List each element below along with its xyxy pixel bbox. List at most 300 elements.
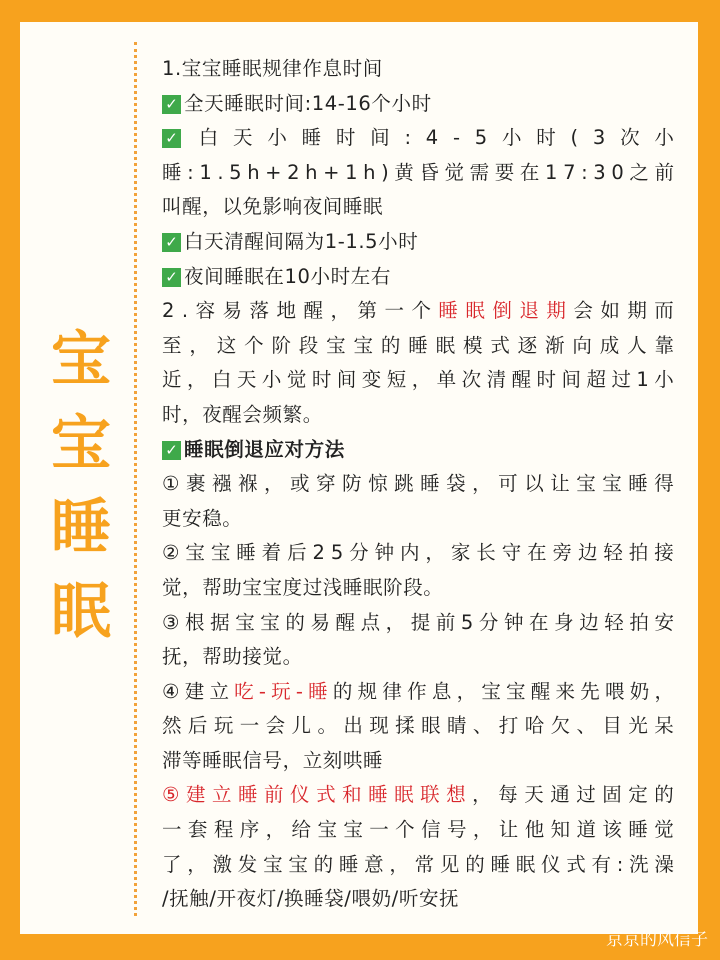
text-char: 着 bbox=[261, 541, 282, 565]
text-char: 宝 bbox=[235, 610, 255, 634]
text-char: 仪 bbox=[540, 852, 561, 876]
text-char: 5 bbox=[330, 541, 344, 565]
text-char: 想 bbox=[446, 783, 466, 807]
text-char: ， bbox=[425, 541, 445, 565]
text-line bbox=[162, 536, 674, 571]
text-char: 该 bbox=[602, 818, 622, 842]
text-char: 会 bbox=[573, 299, 593, 323]
text-line bbox=[162, 467, 674, 502]
text-char: 和 bbox=[342, 783, 362, 807]
text-char: 渐 bbox=[545, 333, 565, 357]
text-char: 、 bbox=[576, 714, 597, 738]
text-char: 宝 bbox=[263, 852, 283, 876]
text-char: 白 bbox=[211, 368, 232, 392]
text-char: 次 bbox=[620, 126, 640, 150]
vertical-title bbox=[48, 318, 114, 654]
text-char: + bbox=[265, 160, 282, 184]
text-char: 次 bbox=[461, 368, 482, 392]
text-char: 穿 bbox=[316, 472, 336, 496]
text-char: 睡 bbox=[338, 852, 359, 876]
text-char: 时 bbox=[311, 368, 332, 392]
text-line bbox=[162, 606, 674, 641]
text-char: 让 bbox=[498, 818, 519, 842]
check-icon: ✓ bbox=[162, 441, 181, 460]
text-char: 易 bbox=[222, 299, 243, 323]
text-char: 而 bbox=[654, 299, 674, 323]
text-line bbox=[162, 121, 674, 156]
text-char: 模 bbox=[462, 333, 483, 357]
text-line bbox=[162, 709, 674, 744]
text-char: 眠 bbox=[465, 299, 485, 323]
text-char: 。 bbox=[317, 714, 337, 738]
text-char: 在 bbox=[527, 541, 547, 565]
text-char: 清 bbox=[486, 368, 507, 392]
text-line bbox=[162, 744, 674, 779]
text-segment: 时，夜醒会频繁。 bbox=[162, 402, 323, 426]
text-char: 出 bbox=[343, 714, 363, 738]
text-char: 间 bbox=[561, 368, 582, 392]
text-line bbox=[162, 52, 674, 87]
text-char: ) bbox=[381, 160, 389, 184]
text-line bbox=[162, 640, 674, 675]
text-char: 仪 bbox=[290, 783, 310, 807]
text-char: 小 bbox=[654, 368, 674, 392]
text-char: 了 bbox=[162, 852, 182, 876]
text-char: 间 bbox=[336, 368, 357, 392]
text-char: 时 bbox=[536, 368, 557, 392]
text-char: ， bbox=[186, 368, 207, 392]
text-char: 宝 bbox=[260, 610, 280, 634]
text-char: 睡 bbox=[420, 472, 440, 496]
text-line bbox=[162, 225, 674, 260]
text-char: 接 bbox=[654, 541, 674, 565]
text-char: 睡 bbox=[308, 679, 328, 703]
text-char: 然 bbox=[162, 714, 182, 738]
text-char: 的 bbox=[380, 333, 401, 357]
text-char: 立 bbox=[209, 679, 229, 703]
watermark: 京京的风信子 bbox=[606, 930, 708, 950]
text-char: 常 bbox=[414, 852, 435, 876]
text-char: 2 bbox=[312, 541, 325, 565]
text-char: 边 bbox=[577, 541, 598, 565]
text-char: ， bbox=[264, 472, 284, 496]
dotted-divider bbox=[134, 42, 137, 916]
title-char: 睡 bbox=[51, 493, 111, 563]
text-char: ， bbox=[411, 368, 432, 392]
text-char: 钟 bbox=[374, 541, 395, 565]
text-char: 分 bbox=[478, 610, 499, 634]
text-char: 玩 bbox=[271, 679, 291, 703]
text-segment: 抚，帮助接觉。 bbox=[162, 645, 303, 669]
text-line bbox=[162, 156, 674, 191]
text-char: 0 bbox=[611, 160, 624, 184]
text-segment: 1.宝宝睡眠规律作息时间 bbox=[162, 57, 383, 80]
text-char: 建 bbox=[185, 783, 206, 807]
text-char: 律 bbox=[382, 679, 402, 703]
text-line bbox=[162, 813, 674, 848]
text-char: - bbox=[295, 679, 303, 703]
check-icon: ✓ bbox=[162, 95, 181, 114]
text-char: 宝 bbox=[185, 541, 205, 565]
text-char: 安 bbox=[654, 610, 674, 634]
text-char: 4 bbox=[425, 126, 439, 150]
text-char: 欠 bbox=[550, 714, 571, 738]
text-char: ， bbox=[385, 610, 406, 634]
text-char: h bbox=[305, 160, 318, 184]
text-char: 段 bbox=[298, 333, 319, 357]
text-char: 拍 bbox=[629, 610, 649, 634]
text-char: 个 bbox=[411, 299, 431, 323]
text-char: 如 bbox=[600, 299, 620, 323]
text-char: 息 bbox=[431, 679, 452, 703]
text-char: 5 bbox=[474, 126, 488, 150]
text-char: 超 bbox=[586, 368, 606, 392]
text-char: 号 bbox=[446, 818, 467, 842]
text-char: 后 bbox=[287, 541, 307, 565]
text-char: : bbox=[581, 160, 588, 184]
text-line bbox=[162, 87, 674, 122]
check-icon: ✓ bbox=[162, 129, 181, 148]
text-char: ， bbox=[189, 333, 209, 357]
text-line bbox=[162, 571, 674, 606]
text-char: 阶 bbox=[271, 333, 291, 357]
text-char: 防 bbox=[342, 472, 362, 496]
text-char: 醒 bbox=[335, 610, 356, 634]
text-char: 目 bbox=[602, 714, 622, 738]
text-char: 天 bbox=[236, 368, 257, 392]
text-line bbox=[162, 398, 674, 433]
text-char: 或 bbox=[290, 472, 310, 496]
text-char: ， bbox=[472, 818, 493, 842]
text-char: 期 bbox=[546, 299, 566, 323]
text-char: 宝 bbox=[576, 472, 596, 496]
text-char: 觉 bbox=[444, 160, 465, 184]
text-char: 建 bbox=[184, 679, 205, 703]
text-char: ③ bbox=[162, 610, 180, 634]
text-char: 定 bbox=[628, 783, 648, 807]
text-char: 的 bbox=[654, 783, 674, 807]
text-char: 过 bbox=[611, 368, 631, 392]
text-char: 1 bbox=[199, 160, 212, 184]
text-char: : bbox=[404, 126, 412, 150]
text-char: 过 bbox=[576, 783, 596, 807]
text-char: 来 bbox=[555, 679, 576, 703]
text-char: 奶 bbox=[629, 679, 650, 703]
text-char: 近 bbox=[162, 368, 182, 392]
text-line bbox=[162, 433, 674, 468]
text-char: 意 bbox=[364, 852, 384, 876]
text-char: 醒 bbox=[530, 679, 551, 703]
text-char: 规 bbox=[357, 679, 378, 703]
text-char: 要 bbox=[494, 160, 515, 184]
text-char: 据 bbox=[210, 610, 230, 634]
text-segment: 滞等睡眠信号，立刻哄睡 bbox=[162, 748, 384, 772]
text-char: ， bbox=[654, 679, 674, 703]
text-char: 裹 bbox=[185, 472, 206, 496]
text-char: 单 bbox=[436, 368, 457, 392]
text-char: 1 bbox=[636, 368, 649, 392]
text-char: ④ bbox=[162, 679, 180, 703]
text-char: 间 bbox=[370, 126, 390, 150]
text-char: 一 bbox=[369, 818, 389, 842]
text-char: 分 bbox=[349, 541, 369, 565]
text-char: 之 bbox=[629, 160, 649, 184]
text-char: ， bbox=[265, 818, 286, 842]
text-line bbox=[162, 882, 674, 917]
text-char: 昏 bbox=[419, 160, 439, 184]
text-char: 至 bbox=[162, 333, 182, 357]
text-char: 白 bbox=[198, 126, 219, 150]
text-char: 道 bbox=[576, 818, 597, 842]
text-char: 的 bbox=[285, 610, 305, 634]
text-line bbox=[162, 190, 674, 225]
text-char: ( bbox=[570, 126, 579, 150]
text-char: 钟 bbox=[503, 610, 524, 634]
text-segment: 白天清醒间隔为1-1.5小时 bbox=[184, 229, 419, 253]
text-char: 1 bbox=[345, 160, 358, 184]
text-char: 褓 bbox=[238, 472, 258, 496]
title-char: 宝 bbox=[51, 325, 111, 395]
text-segment: 更安稳。 bbox=[162, 506, 243, 530]
text-char: 人 bbox=[627, 333, 647, 357]
text-char: 向 bbox=[572, 333, 592, 357]
text-char: 睡 bbox=[408, 333, 428, 357]
text-char: 宝 bbox=[353, 333, 374, 357]
text-char: 以 bbox=[524, 472, 544, 496]
text-char: 5 bbox=[229, 160, 242, 184]
text-char: 给 bbox=[291, 818, 312, 842]
text-char: 家 bbox=[450, 541, 471, 565]
text-char: 在 bbox=[519, 160, 540, 184]
text-char: 睡 bbox=[301, 126, 322, 150]
text-char: 睡 bbox=[628, 472, 648, 496]
text-char: 容 bbox=[195, 299, 216, 323]
text-char: 知 bbox=[550, 818, 571, 842]
text-char: 7 bbox=[563, 160, 576, 184]
text-char: ， bbox=[330, 299, 350, 323]
text-char: 睡 bbox=[368, 783, 388, 807]
text-char: 地 bbox=[276, 299, 297, 323]
text-char: 小 bbox=[501, 126, 522, 150]
text-char: 先 bbox=[580, 679, 600, 703]
text-char: 长 bbox=[476, 541, 496, 565]
text-char: 第 bbox=[357, 299, 377, 323]
text-char: + bbox=[323, 160, 340, 184]
text-char: 每 bbox=[498, 783, 518, 807]
text-char: 套 bbox=[187, 818, 208, 842]
text-char: 跳 bbox=[394, 472, 414, 496]
text-char: 序 bbox=[239, 818, 260, 842]
text-char: 睡 bbox=[238, 783, 258, 807]
text-char: 宝 bbox=[506, 679, 526, 703]
text-char: 内 bbox=[400, 541, 420, 565]
text-segment: 觉，帮助宝宝度过浅睡眠阶段。 bbox=[162, 575, 444, 599]
text-char: 倒 bbox=[492, 299, 512, 323]
text-char: 宝 bbox=[288, 852, 308, 876]
text-char: ， bbox=[389, 852, 409, 876]
text-char: h bbox=[247, 160, 260, 184]
text-char: 靠 bbox=[654, 333, 674, 357]
article-body bbox=[162, 52, 674, 917]
text-char: 宝 bbox=[326, 333, 346, 357]
text-char: 睛 bbox=[446, 714, 467, 738]
text-char: 小 bbox=[261, 368, 282, 392]
text-line bbox=[162, 675, 674, 710]
text-char: 惊 bbox=[368, 472, 388, 496]
text-char: 有 bbox=[591, 852, 612, 876]
text-char: 得 bbox=[654, 472, 674, 496]
text-char: 前 bbox=[654, 160, 674, 184]
text-char: 拍 bbox=[628, 541, 649, 565]
text-char: 时 bbox=[536, 126, 556, 150]
title-char: 宝 bbox=[51, 409, 111, 479]
text-line bbox=[162, 848, 674, 883]
text-char: 前 bbox=[264, 783, 284, 807]
text-char: 醒 bbox=[511, 368, 532, 392]
text-line bbox=[162, 778, 674, 813]
text-line bbox=[162, 363, 674, 398]
text-char: 小 bbox=[267, 126, 287, 150]
text-char: 呆 bbox=[654, 714, 674, 738]
text-char: 时 bbox=[335, 126, 356, 150]
text-char: 喂 bbox=[604, 679, 625, 703]
text-char: 黄 bbox=[394, 160, 414, 184]
text-char: 袋 bbox=[446, 472, 466, 496]
text-char: 玩 bbox=[213, 714, 234, 738]
check-icon: ✓ bbox=[162, 233, 181, 252]
text-char: 退 bbox=[519, 299, 539, 323]
text-line bbox=[162, 260, 674, 295]
check-icon: ✓ bbox=[162, 268, 181, 287]
text-char: ① bbox=[162, 472, 180, 496]
text-char: 变 bbox=[361, 368, 382, 392]
text-char: 打 bbox=[498, 714, 519, 738]
text-char: 现 bbox=[369, 714, 389, 738]
text-char: 儿 bbox=[291, 714, 312, 738]
text-char: 通 bbox=[550, 783, 570, 807]
text-char: 眠 bbox=[394, 783, 414, 807]
text-line bbox=[162, 329, 674, 364]
text-segment: 全天睡眠时间:14-16个小时 bbox=[184, 91, 432, 115]
text-segment: 叫醒，以免影响夜间睡眠 bbox=[162, 195, 384, 219]
text-segment: /抚触/开夜灯/换睡袋/喂奶/听安抚 bbox=[162, 887, 460, 911]
text-char: 会 bbox=[265, 714, 286, 738]
text-char: 需 bbox=[469, 160, 490, 184]
text-segment: 睡眠倒退应对方法 bbox=[184, 437, 345, 461]
text-char: 襁 bbox=[212, 472, 232, 496]
text-char: . bbox=[217, 160, 224, 184]
text-char: 式 bbox=[566, 852, 586, 876]
text-char: 眼 bbox=[421, 714, 441, 738]
text-char: 轻 bbox=[604, 610, 624, 634]
text-char: 逐 bbox=[517, 333, 538, 357]
text-char: 睡 bbox=[628, 818, 648, 842]
text-char: 让 bbox=[550, 472, 570, 496]
text-char: - bbox=[258, 679, 266, 703]
text-char: 固 bbox=[602, 783, 622, 807]
text-char: 揉 bbox=[395, 714, 415, 738]
text-char: h bbox=[363, 160, 376, 184]
text-char: 澡 bbox=[654, 852, 674, 876]
text-segment: 夜间睡眠在10小时左右 bbox=[184, 264, 391, 288]
text-char: 个 bbox=[244, 333, 264, 357]
text-char: 在 bbox=[529, 610, 549, 634]
text-char: 的 bbox=[313, 852, 334, 876]
text-char: 点 bbox=[360, 610, 381, 634]
text-char: 前 bbox=[435, 610, 456, 634]
text-char: 短 bbox=[386, 368, 407, 392]
text-char: : bbox=[616, 852, 624, 876]
text-char: : bbox=[187, 160, 194, 184]
text-char: 3 bbox=[592, 126, 606, 150]
text-char: ， bbox=[472, 472, 492, 496]
text-char: 小 bbox=[654, 126, 674, 150]
text-char: 见 bbox=[439, 852, 460, 876]
text-char: 易 bbox=[310, 610, 330, 634]
text-char: ⑤ bbox=[162, 783, 180, 807]
text-char: 一 bbox=[239, 714, 260, 738]
text-char: 觉 bbox=[286, 368, 307, 392]
text-char: 睡 bbox=[162, 160, 182, 184]
text-char: ， bbox=[472, 783, 492, 807]
text-char: 、 bbox=[472, 714, 493, 738]
text-char: 光 bbox=[628, 714, 648, 738]
text-char: ， bbox=[456, 679, 477, 703]
text-char: 这 bbox=[216, 333, 237, 357]
text-char: 的 bbox=[332, 679, 353, 703]
title-char: 眠 bbox=[51, 577, 111, 647]
text-char: 轻 bbox=[603, 541, 623, 565]
text-char: 式 bbox=[490, 333, 510, 357]
text-char: 眠 bbox=[515, 852, 536, 876]
text-char: 吃 bbox=[234, 679, 254, 703]
text-char: 落 bbox=[249, 299, 270, 323]
text-char: 成 bbox=[599, 333, 620, 357]
text-char: 信 bbox=[421, 818, 441, 842]
text-char: ② bbox=[162, 541, 180, 565]
text-char: 宝 bbox=[602, 472, 622, 496]
text-char: 睡 bbox=[438, 299, 458, 323]
text-char: 作 bbox=[407, 679, 427, 703]
text-char: 宝 bbox=[317, 818, 337, 842]
text-char: 一 bbox=[162, 818, 182, 842]
text-char: 旁 bbox=[552, 541, 573, 565]
text-char: 程 bbox=[213, 818, 234, 842]
text-char: 他 bbox=[524, 818, 545, 842]
text-char: 激 bbox=[212, 852, 233, 876]
text-char: ， bbox=[187, 852, 207, 876]
text-char: 宝 bbox=[343, 818, 363, 842]
text-char: 2 bbox=[287, 160, 300, 184]
text-char: 提 bbox=[410, 610, 431, 634]
text-char: 的 bbox=[465, 852, 485, 876]
text-char: 1 bbox=[545, 160, 558, 184]
text-char: 2 bbox=[162, 299, 175, 323]
text-char: 醒 bbox=[303, 299, 324, 323]
text-char: 眠 bbox=[435, 333, 456, 357]
text-char: 哈 bbox=[524, 714, 545, 738]
text-char: . bbox=[181, 299, 189, 323]
text-char: 后 bbox=[187, 714, 208, 738]
text-char: 联 bbox=[420, 783, 440, 807]
text-line bbox=[162, 502, 674, 537]
text-char: 可 bbox=[498, 472, 518, 496]
text-char: 期 bbox=[627, 299, 647, 323]
text-char: 立 bbox=[212, 783, 232, 807]
text-char: 式 bbox=[316, 783, 336, 807]
text-char: 一 bbox=[384, 299, 404, 323]
text-char: 觉 bbox=[654, 818, 674, 842]
